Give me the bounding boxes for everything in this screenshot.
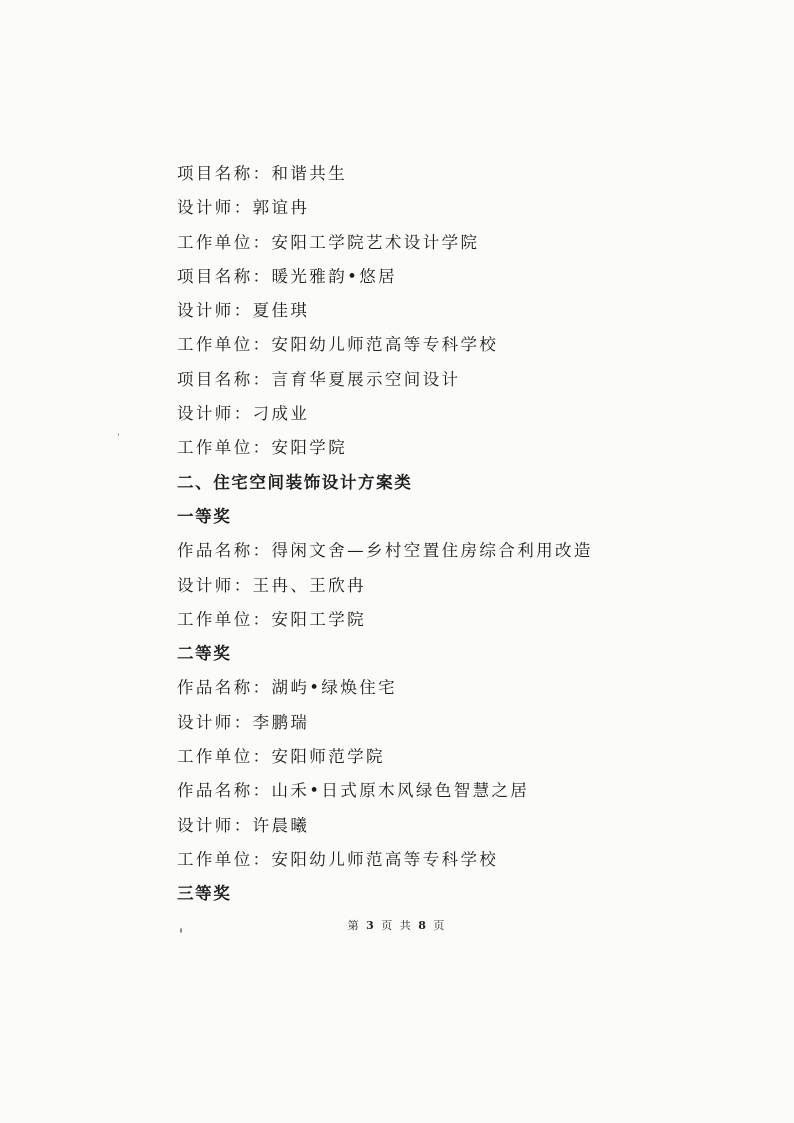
text-line: 工作单位：安阳幼儿师范高等专科学校 bbox=[177, 849, 499, 869]
text-line: 工作单位：安阳工学院艺术设计学院 bbox=[177, 232, 480, 252]
footer-suffix: 页 bbox=[433, 919, 447, 932]
scan-speck bbox=[180, 928, 182, 933]
page-footer bbox=[0, 917, 794, 933]
text-line: 设计师：李鹏瑞 bbox=[177, 712, 310, 732]
text-line: 设计师：许晨曦 bbox=[177, 815, 310, 835]
footer-prefix: 第 bbox=[347, 919, 361, 932]
text-line: 工作单位：安阳幼儿师范高等专科学校 bbox=[177, 335, 499, 355]
section-heading: 二、住宅空间装饰设计方案类 bbox=[177, 472, 413, 492]
text-line: 设计师：王冉、王欣冉 bbox=[177, 575, 366, 595]
document-body bbox=[177, 157, 737, 912]
text-line: 项目名称：暖光雅韵•悠居 bbox=[177, 266, 398, 286]
text-line: 工作单位：安阳学院 bbox=[177, 438, 348, 458]
text-line: 作品名称：得闲文舍—乡村空置住房综合利用改造 bbox=[177, 541, 593, 561]
text-line: 工作单位：安阳师范学院 bbox=[177, 747, 385, 767]
award-heading: 二等奖 bbox=[177, 644, 232, 664]
text-line: 作品名称：山禾•日式原木风绿色智慧之居 bbox=[177, 781, 530, 801]
text-line: 作品名称：湖屿•绿焕住宅 bbox=[177, 678, 398, 698]
award-heading: 一等奖 bbox=[177, 506, 232, 526]
scan-speck bbox=[118, 433, 119, 436]
text-line: 设计师：郭谊冉 bbox=[177, 198, 310, 218]
page-number: 3 bbox=[366, 919, 376, 932]
award-heading: 三等奖 bbox=[177, 884, 232, 904]
text-line: 项目名称：和谐共生 bbox=[177, 164, 348, 183]
text-line: 设计师：刁成业 bbox=[177, 404, 310, 424]
text-line: 工作单位：安阳工学院 bbox=[177, 609, 366, 629]
text-line: 设计师：夏佳琪 bbox=[177, 301, 310, 321]
total-pages: 8 bbox=[418, 919, 428, 932]
footer-middle: 页 共 bbox=[381, 919, 413, 932]
text-line: 项目名称：言育华夏展示空间设计 bbox=[177, 369, 461, 389]
